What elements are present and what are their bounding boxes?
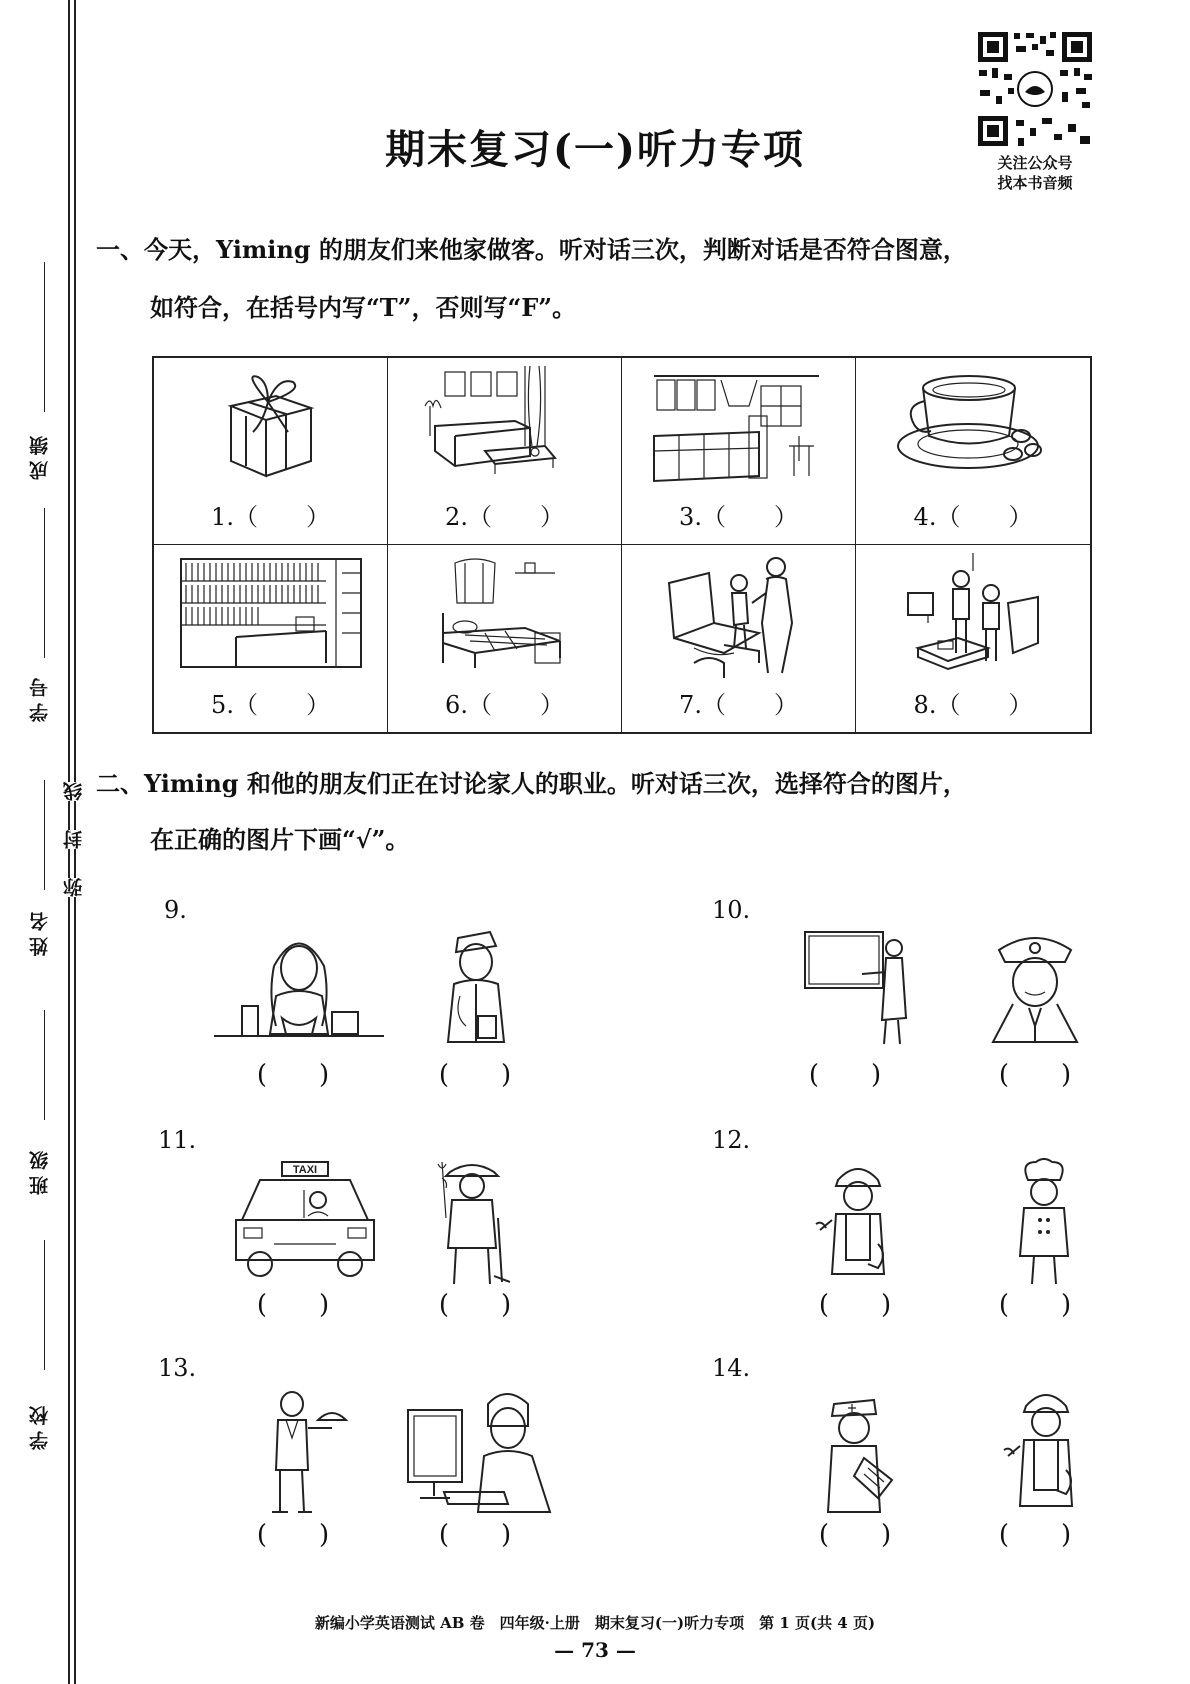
question-number: 9.	[164, 896, 187, 924]
teacher-icon	[800, 928, 910, 1048]
nurse-clipboard-icon	[808, 1388, 908, 1518]
waiter-icon	[262, 1388, 352, 1518]
seal-char-3: 弥	[60, 878, 87, 897]
gift-box-icon	[216, 366, 326, 486]
page-title: 期末复习(一)听力专项	[385, 126, 805, 173]
police-officer-icon	[985, 926, 1085, 1046]
grid-cell-1	[154, 358, 388, 545]
boys-in-living-room-icon	[903, 553, 1043, 678]
question-number: 11.	[158, 1126, 197, 1154]
name-label: 姓名	[29, 906, 51, 956]
grid-cell-3	[622, 358, 856, 545]
answer-paren[interactable]: ( )	[808, 1060, 882, 1090]
answer-paren[interactable]: ( )	[256, 1520, 330, 1550]
tea-cup-icon	[893, 366, 1053, 486]
cook-woman-icon	[214, 926, 384, 1046]
answer-paren[interactable]: ( )	[818, 1520, 892, 1550]
grid-cell-2	[388, 358, 622, 545]
seal-char-1: 线	[60, 782, 87, 801]
item-label: 3.（ ）	[679, 503, 798, 531]
study-bookshelf-icon	[176, 553, 366, 673]
answer-paren[interactable]: ( )	[256, 1290, 330, 1320]
student-id-blank	[44, 508, 45, 658]
chef-icon	[1004, 1158, 1084, 1288]
nurse-icon	[430, 926, 520, 1046]
grid-cell-8	[856, 545, 1090, 732]
farmer-icon	[432, 1158, 512, 1288]
kitchen-icon	[649, 366, 829, 486]
worker-icon	[1000, 1386, 1090, 1516]
computer-user-icon	[404, 1386, 554, 1516]
worker-icon	[812, 1160, 902, 1280]
class-label: 班级	[29, 1145, 51, 1195]
class-blank	[44, 1010, 45, 1120]
section2-instruction-line2: 在正确的图片下画“√”。	[150, 825, 410, 854]
picture-grid	[152, 356, 1092, 734]
school-blank	[44, 1240, 45, 1370]
student-id-label: 学号	[29, 672, 51, 722]
item-label: 8.（ ）	[913, 691, 1033, 719]
score-label: 成绩	[29, 430, 51, 480]
school-label: 学校	[29, 1400, 51, 1450]
living-room-icon	[415, 366, 595, 486]
section2-instruction-line1: 二、Yiming 和他的朋友们正在讨论家人的职业。听对话三次，选择符合的图片，	[96, 769, 967, 798]
item-label: 6.（ ）	[445, 691, 564, 719]
taxi-driver-icon	[230, 1160, 380, 1280]
answer-paren[interactable]: ( )	[438, 1290, 512, 1320]
item-label: 7.（ ）	[679, 691, 798, 719]
answer-paren[interactable]: ( )	[256, 1060, 330, 1090]
qr-caption-line1: 关注公众号	[997, 154, 1073, 172]
answer-paren[interactable]: ( )	[998, 1060, 1072, 1090]
bedroom-icon	[435, 553, 575, 673]
question-number: 14.	[712, 1354, 751, 1382]
answer-paren[interactable]: ( )	[438, 1060, 512, 1090]
answer-paren[interactable]: ( )	[438, 1520, 512, 1550]
question-number: 13.	[158, 1354, 197, 1382]
section1-instruction-line1: 一、今天，Yiming 的朋友们来他家做客。听对话三次，判断对话是否符合图意，	[96, 235, 967, 264]
item-label: 1.（ ）	[211, 503, 330, 531]
grid-cell-5	[154, 545, 388, 732]
qr-caption-line2: 找本书音频	[997, 174, 1073, 192]
mother-and-boy-icon	[664, 553, 814, 678]
question-number: 12.	[712, 1126, 751, 1154]
answer-paren[interactable]: ( )	[818, 1290, 892, 1320]
name-blank	[44, 780, 45, 890]
footer-line: 新编小学英语测试 AB 卷 四年级·上册 期末复习(一)听力专项 第 1 页(共 4 页)	[314, 1614, 876, 1632]
answer-paren[interactable]: ( )	[998, 1520, 1072, 1550]
answer-paren[interactable]: ( )	[998, 1290, 1072, 1320]
page-number: — 73 —	[554, 1638, 636, 1662]
grid-cell-7	[622, 545, 856, 732]
item-label: 4.（ ）	[913, 503, 1033, 531]
score-blank	[44, 262, 45, 412]
item-label: 5.（ ）	[211, 691, 330, 719]
grid-cell-6	[388, 545, 622, 732]
seal-char-2: 封	[60, 830, 87, 849]
question-number: 10.	[712, 896, 751, 924]
svg-text:TAXI: TAXI	[292, 1164, 318, 1176]
section1-instruction-line2: 如符合，在括号内写“T”，否则写“F”。	[150, 293, 577, 322]
item-label: 2.（ ）	[445, 503, 564, 531]
grid-cell-4	[856, 358, 1090, 545]
